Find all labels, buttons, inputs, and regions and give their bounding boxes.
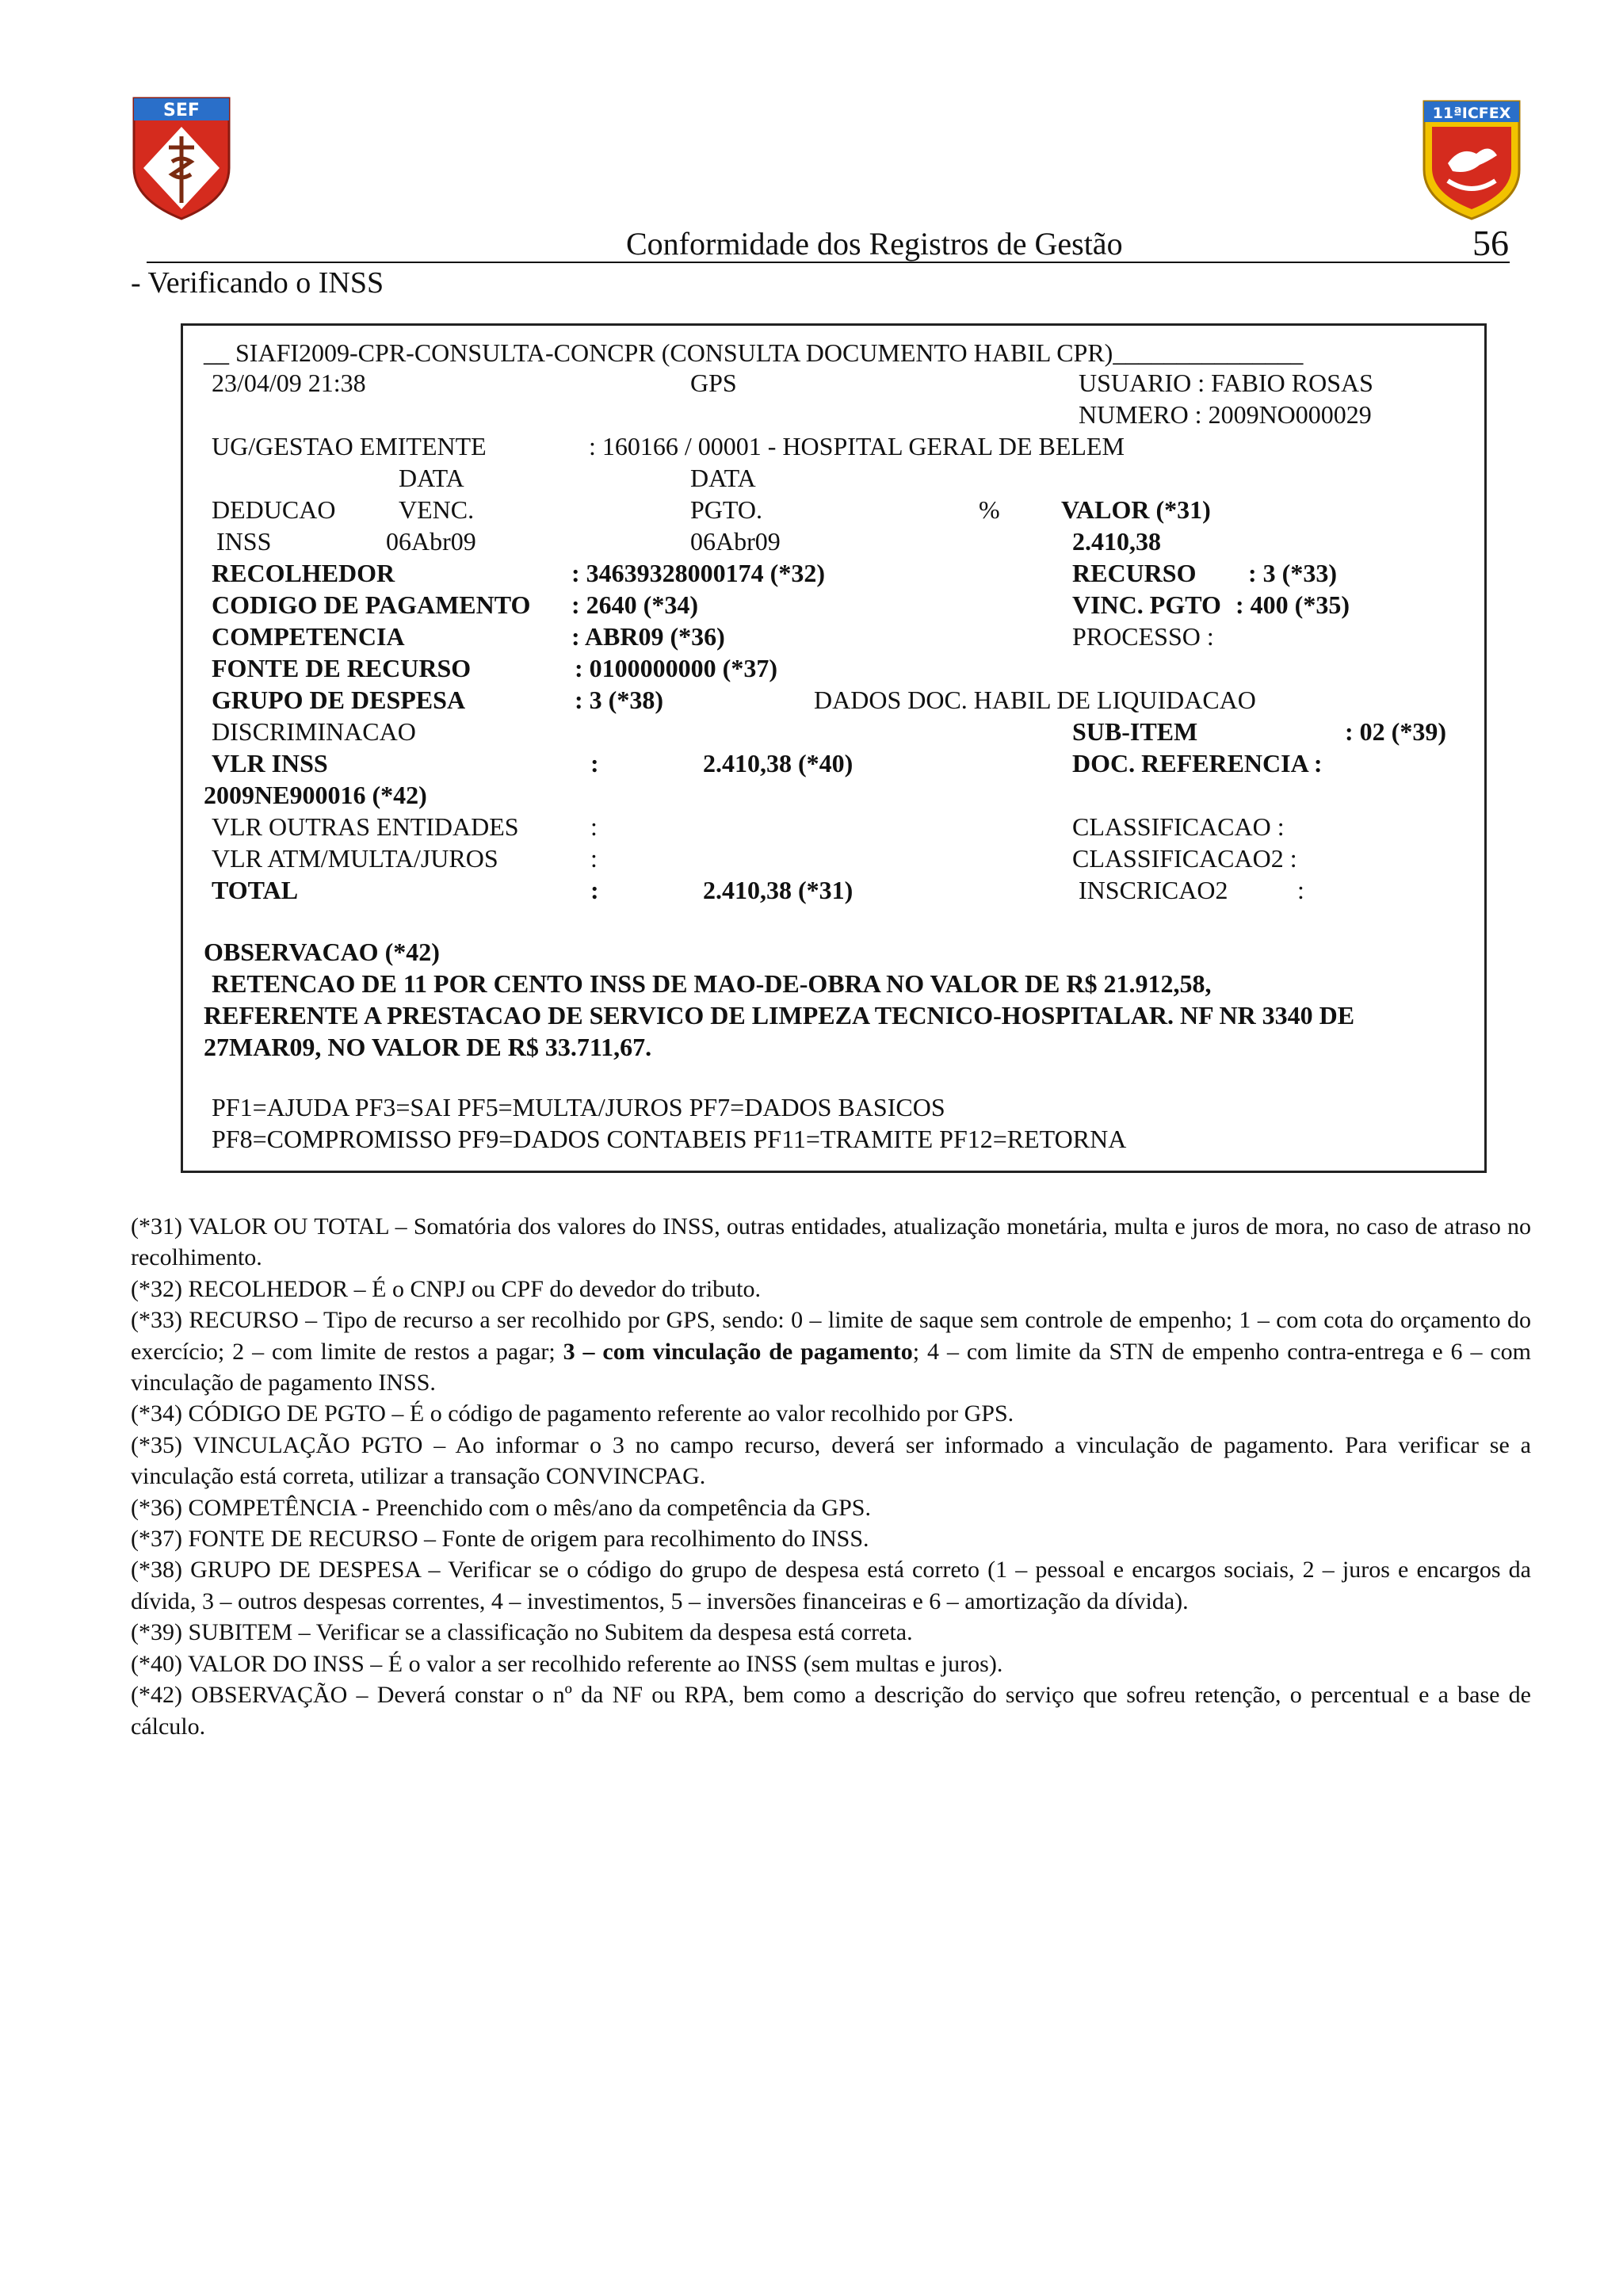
subitem-label: SUB-ITEM: [1072, 717, 1198, 746]
siafi-screen: [181, 323, 1487, 1173]
pf-keys-line-2: PF8=COMPROMISSO PF9=DADOS CONTABEIS PF11=TRAMITE PF12=RETORNA: [212, 1125, 1127, 1153]
note-37: (*37) FONTE DE RECURSO – Fonte de origem para recolhimento do INSS.: [131, 1526, 869, 1553]
sef-logo-text: SEF: [163, 101, 200, 120]
classificacao-label: CLASSIFICACAO :: [1072, 812, 1285, 841]
page-number: 56: [1472, 223, 1509, 263]
screen-datetime: 23/04/09 21:38: [212, 369, 366, 397]
col-percent: %: [979, 495, 1000, 524]
recolhedor-value: : 34639328000174 (*32): [571, 559, 825, 587]
vlr-inss-value: 2.410,38 (*40): [703, 749, 854, 777]
fonte-recurso-value: : 0100000000 (*37): [575, 654, 777, 682]
note-31: (*31) VALOR OU TOTAL – Somatória dos valores do INSS, outras entidades, atualização monetária, multa e juros de mora, no caso de atraso no recolhimento.: [131, 1213, 1531, 1271]
vlr-atm-label: VLR ATM/MULTA/JUROS: [212, 844, 498, 873]
recurso-label: RECURSO: [1072, 559, 1197, 587]
vinc-pgto-label: VINC. PGTO: [1072, 590, 1221, 619]
observacao-line-2: REFERENTE A PRESTACAO DE SERVICO DE LIMPEZA TECNICO-HOSPITALAR. NF NR 3340 DE: [204, 1001, 1355, 1030]
col-data-venc: DATA: [399, 464, 464, 492]
competencia-label: COMPETENCIA: [212, 622, 405, 651]
note-38: (*38) GRUPO DE DESPESA – Verificar se o código do grupo de despesa está correto (1 – pessoal e encargos sociais, 2 – juros e encargos da dívida, 3 – outros despesas correntes, 4 – investimentos, 5 – inversões financeiras e 6 – amortização da dívida).: [131, 1557, 1531, 1614]
vlr-outras-label: VLR OUTRAS ENTIDADES: [212, 812, 519, 841]
vlr-atm-colon: :: [590, 844, 598, 873]
total-colon: :: [590, 876, 599, 904]
recurso-value: : 3 (*33): [1248, 559, 1337, 587]
ug-value: : 160166 / 00001 - HOSPITAL GERAL DE BELEM: [589, 432, 1125, 460]
header-rule: [147, 262, 1510, 263]
note-33-part-a: (*33) RECURSO – Tipo de recurso a ser recolhido por GPS, sendo: 0 – limite de saque sem controle de empenho; 1 – com cota do orçamento do exercício; 2 – com limite de restos a pagar;: [131, 1307, 1531, 1365]
observacao-line-1: RETENCAO DE 11 POR CENTO INSS DE MAO-DE-OBRA NO VALOR DE R$ 21.912,58,: [212, 969, 1212, 998]
vlr-inss-label: VLR INSS: [212, 749, 328, 777]
field-notes: [131, 1211, 1531, 1742]
screen-usuario: USUARIO : FABIO ROSAS: [1079, 369, 1373, 397]
row-valor: 2.410,38: [1072, 527, 1161, 556]
doc-referencia-label: DOC. REFERENCIA :: [1072, 749, 1323, 777]
note-35: (*35) VINCULAÇÃO PGTO – Ao informar o 3 no campo recurso, deverá ser informado a vinculação de pagamento. Para verificar se a vinculação está correta, utilizar a transação CONVINCPAG.: [131, 1431, 1531, 1490]
row-inss: INSS: [216, 527, 272, 556]
total-value: 2.410,38 (*31): [703, 876, 854, 904]
observacao-line-3: 27MAR09, NO VALOR DE R$ 33.711,67.: [204, 1033, 652, 1061]
classificacao2-label: CLASSIFICACAO2 :: [1072, 844, 1297, 873]
note-33: [131, 1305, 1531, 1398]
col-pgto: PGTO.: [690, 495, 762, 524]
codigo-pagamento-label: CODIGO DE PAGAMENTO: [212, 590, 531, 619]
col-deducao: DEDUCAO: [212, 495, 336, 524]
col-data-pgto: DATA: [690, 464, 756, 492]
vinc-pgto-value: : 400 (*35): [1235, 590, 1350, 619]
col-valor: VALOR (*31): [1061, 495, 1211, 524]
row-pgto: 06Abr09: [690, 527, 781, 556]
inscricao2-colon: :: [1297, 876, 1304, 904]
note-42: (*42) OBSERVAÇÃO – Deverá constar o nº da NF ou RPA, bem como a descrição do serviço que sofreu retenção, o percentual e a base de cálculo.: [131, 1682, 1531, 1740]
icfex-logo: [1421, 98, 1522, 222]
section-title: - Verificando o INSS: [131, 266, 384, 300]
pf-keys-line-1: PF1=AJUDA PF3=SAI PF5=MULTA/JUROS PF7=DADOS BASICOS: [212, 1093, 945, 1121]
fonte-recurso-label: FONTE DE RECURSO: [212, 654, 472, 682]
competencia-value: : ABR09 (*36): [571, 622, 725, 651]
screen-doc-type: GPS: [690, 369, 737, 397]
note-32: (*32) RECOLHEDOR – É o CNPJ ou CPF do devedor do tributo.: [131, 1275, 761, 1302]
note-39: (*39) SUBITEM – Verificar se a classificação no Subitem da despesa está correta.: [131, 1619, 913, 1646]
row-venc: 06Abr09: [386, 527, 476, 556]
vlr-outras-colon: :: [590, 812, 598, 841]
ug-label: UG/GESTAO EMITENTE: [212, 432, 487, 460]
sef-logo: [131, 95, 232, 222]
screen-title: __ SIAFI2009-CPR-CONSULTA-CONCPR (CONSULTA DOCUMENTO HABIL CPR)_______________: [204, 338, 1304, 367]
grupo-despesa-label: GRUPO DE DESPESA: [212, 686, 466, 714]
inscricao2-label: INSCRICAO2: [1079, 876, 1228, 904]
codigo-pagamento-value: : 2640 (*34): [571, 590, 698, 619]
header-title: Conformidade dos Registros de Gestão: [626, 226, 1123, 262]
grupo-despesa-value: : 3 (*38): [575, 686, 663, 714]
vlr-inss-colon: :: [590, 749, 599, 777]
note-40: (*40) VALOR DO INSS – É o valor a ser recolhido referente ao INSS (sem multas e juros).: [131, 1650, 1003, 1677]
discriminacao-label: DISCRIMINACAO: [212, 717, 416, 746]
doc-referencia-value: 2009NE900016 (*42): [204, 781, 427, 809]
processo-label: PROCESSO :: [1072, 622, 1214, 651]
dados-doc-habil: DADOS DOC. HABIL DE LIQUIDACAO: [814, 686, 1256, 714]
observacao-label: OBSERVACAO (*42): [204, 938, 440, 966]
col-venc: VENC.: [399, 495, 475, 524]
screen-numero: NUMERO : 2009NO000029: [1079, 400, 1372, 429]
icfex-logo-text: 11ªICFEX: [1432, 105, 1511, 122]
subitem-value: : 02 (*39): [1345, 717, 1446, 746]
total-label: TOTAL: [212, 876, 299, 904]
note-36: (*36) COMPETÊNCIA - Preenchido com o mês/ano da competência da GPS.: [131, 1494, 871, 1521]
note-33-part-c: ; 4 – com limite da STN de empenho contra-entrega e 6 – com vinculação de pagamento INSS.: [131, 1338, 1531, 1396]
note-33-emphasis: 3 – com vinculação de pagamento: [563, 1338, 913, 1365]
note-34: (*34) CÓDIGO DE PGTO – É o código de pagamento referente ao valor recolhido por GPS.: [131, 1400, 1014, 1427]
recolhedor-label: RECOLHEDOR: [212, 559, 395, 587]
